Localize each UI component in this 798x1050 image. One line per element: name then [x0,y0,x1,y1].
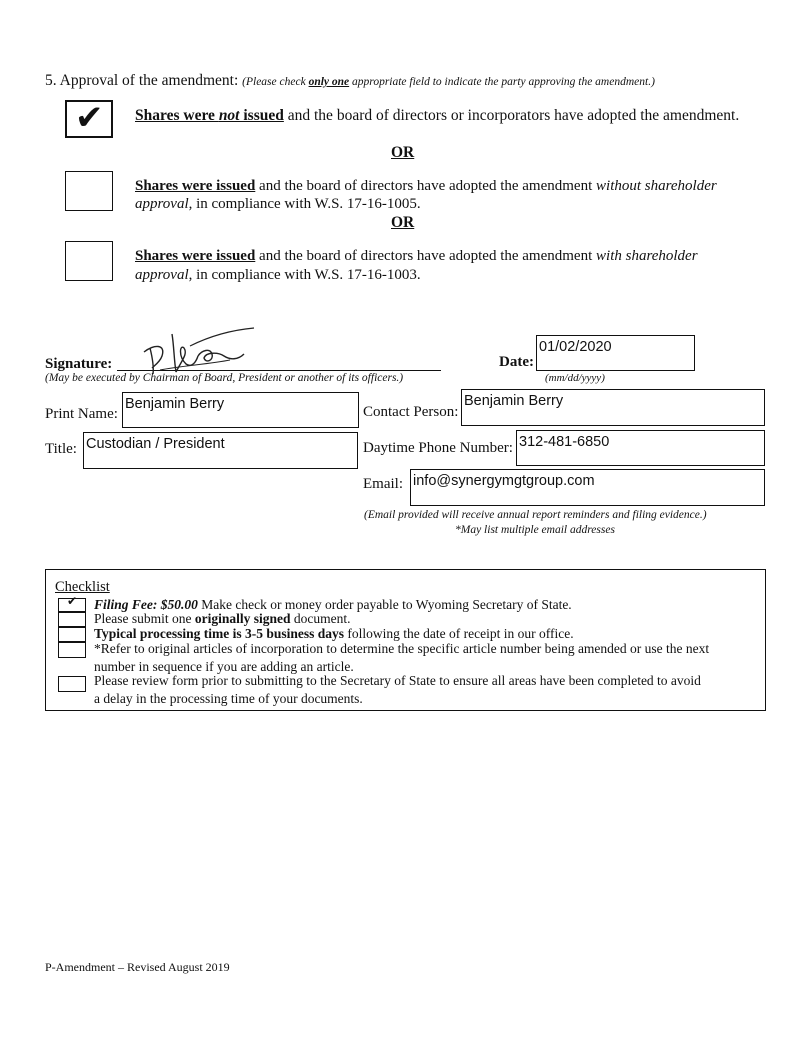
option-with-approval-line1: Shares were issued and the board of directors have adopted the amendment with shareholder [135,248,698,264]
title-field[interactable]: Custodian / President [83,432,358,469]
or-separator: OR [391,144,415,161]
checklist-item-article-number-line1: *Refer to original articles of incorporation to determine the specific article number being amended or use the next [94,641,710,656]
signature-note: (May be executed by Chairman of Board, President or another of its officers.) [45,372,404,384]
date-format-hint: (mm/dd/yyyy) [545,372,605,384]
print-name-field[interactable]: Benjamin Berry [122,392,359,428]
checklist-item-processing-time: Typical processing time is 3-5 business days following the date of receipt in our office. [94,626,574,641]
checklist-item-review-line2: a delay in the processing time of your documents. [94,691,363,706]
check-mark-icon: ✔ [75,98,104,138]
check-mark-icon: ✔ [67,594,78,608]
email-field[interactable]: info@synergymgtgroup.com [410,469,765,506]
checklist-title: Checklist [55,579,110,595]
checklist-item-article-number-line2: number in sequence if you are adding an article. [94,659,354,674]
email-note: (Email provided will receive annual report reminders and filing evidence.) [364,509,707,521]
option-not-issued-text: Shares were not issued and the board of directors or incorporators have adopted the amendment. [135,107,740,124]
title-label: Title: [45,441,77,457]
option-without-approval-line1: Shares were issued and the board of directors have adopted the amendment without shareholder [135,178,717,194]
date-field[interactable]: 01/02/2020 [536,335,695,371]
section-instruction: (Please check only one appropriate field to indicate the party approving the amendment.) [242,76,655,88]
print-name-label: Print Name: [45,406,118,422]
approval-checkbox-not-issued[interactable] [65,100,113,138]
checklist-checkbox-processing-time[interactable] [58,627,86,642]
signature-image[interactable] [140,326,260,378]
checklist-checkbox-review[interactable] [58,676,86,692]
footer-revision: P-Amendment – Revised August 2019 [45,960,230,974]
approval-checkbox-issued-with-approval[interactable] [65,241,113,281]
checklist-item-review-line1: Please review form prior to submitting to the Secretary of State to ensure all areas have been completed to avoid [94,673,701,688]
phone-label: Daytime Phone Number: [363,440,513,456]
contact-person-label: Contact Person: [363,404,459,420]
checklist-item-signed: Please submit one originally signed document. [94,611,351,626]
checklist-checkbox-filing-fee[interactable] [58,594,86,612]
section-heading: 5. Approval of the amendment: (Please check only one appropriate field to indicate the party approving the amendment.) [45,72,655,89]
signature-label: Signature: [45,356,113,372]
checklist-item-filing-fee: Filing Fee: $50.00 Make check or money order payable to Wyoming Secretary of State. [94,597,572,612]
approval-checkbox-issued-without-approval[interactable] [65,171,113,211]
option-without-approval-line2: approval, in compliance with W.S. 17-16-1005. [135,196,421,212]
or-separator: OR [391,214,415,231]
checklist-checkbox-signed[interactable] [58,612,86,627]
email-label: Email: [363,476,403,492]
phone-field[interactable]: 312-481-6850 [516,430,765,466]
contact-person-field[interactable]: Benjamin Berry [461,389,765,426]
date-label: Date: [499,354,534,370]
email-note-multiple: *May list multiple email addresses [455,524,615,536]
checklist-checkbox-article-number[interactable] [58,642,86,658]
option-with-approval-line2: approval, in compliance with W.S. 17-16-1003. [135,267,421,283]
